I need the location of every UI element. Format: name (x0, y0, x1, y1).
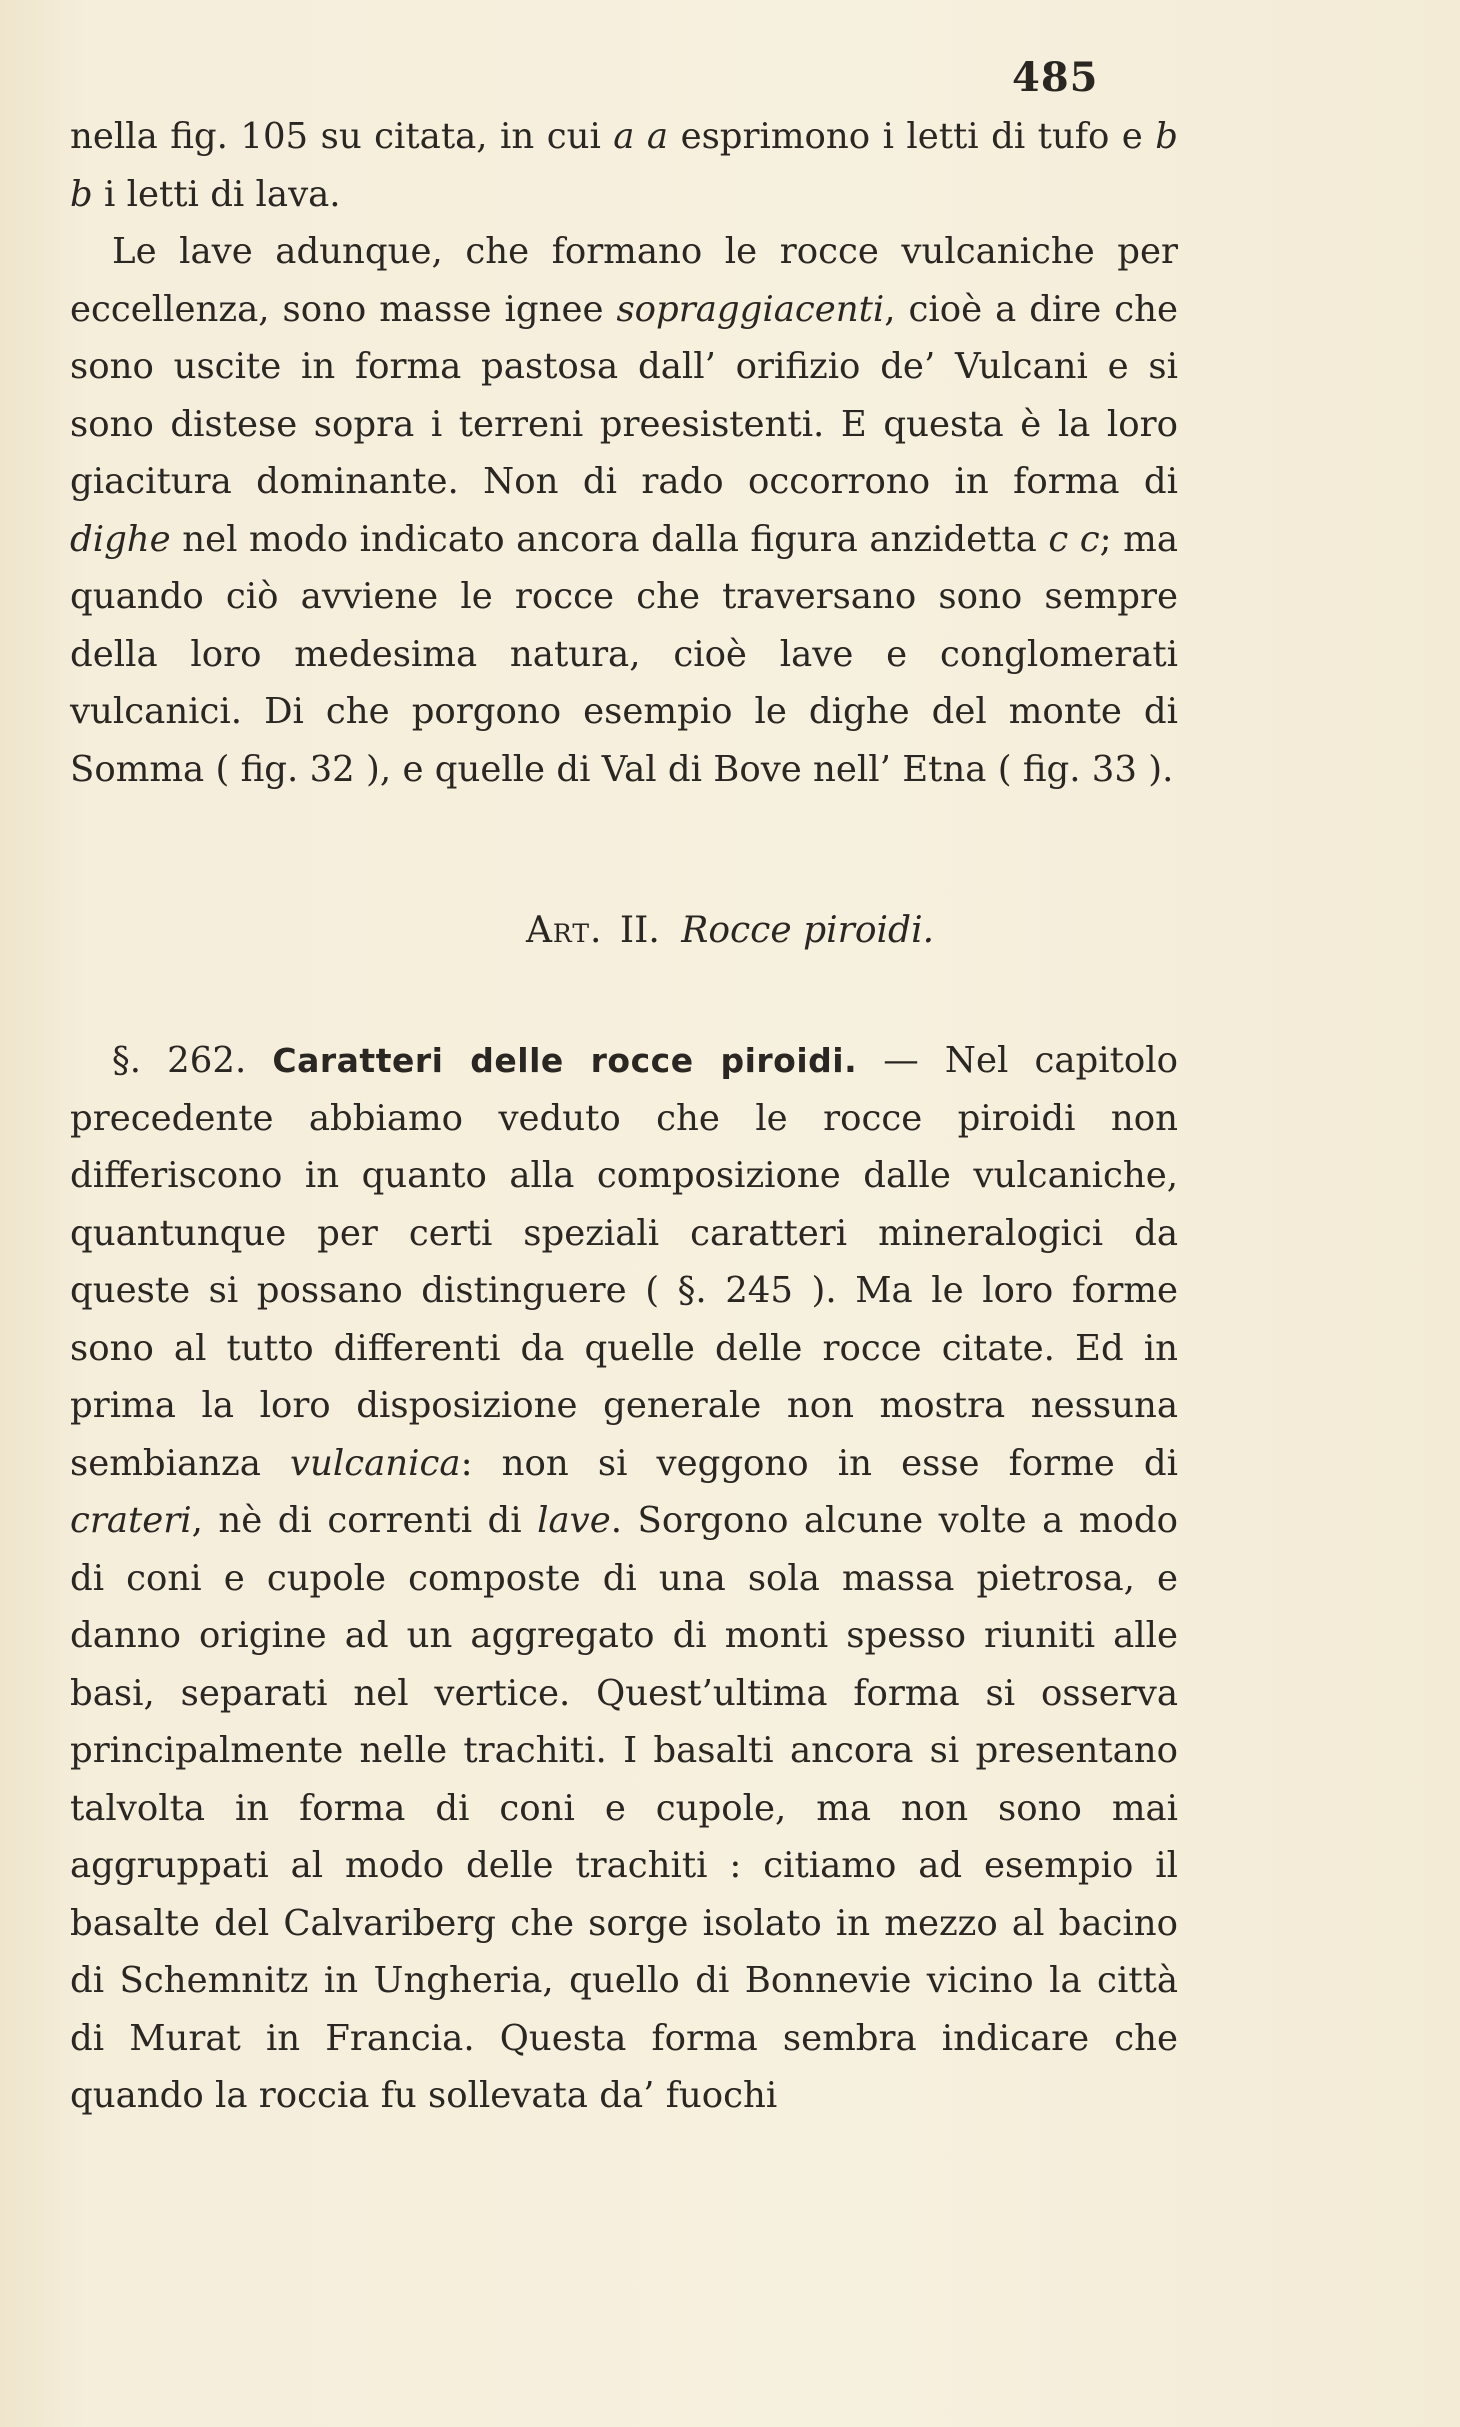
article-label: Art. (525, 910, 603, 951)
section-title: Caratteri delle rocce piroidi. (272, 1041, 858, 1080)
paragraph-lave: Le lave adunque, che formano le rocce vulcaniche per eccellenza, sono masse ignee sopraggiacenti, cioè a dire che sono uscite in forma pastosa dall’ orifizio de’ Vulcani e si sono distese sopra i terreni preesistenti. E questa è la loro giacitura dominante. Non di rado occorrono in forma di dighe nel modo indicato ancora dalla figura anzidetta c c; ma quando ciò avviene le rocce che traversano sono sempre della loro medesima natura, cioè lave e conglomerati vulcanici. Di che porgono esempio le dighe del monte di Somma ( fig. 32 ), e quelle di Val di Bove nell’ Etna ( fig. 33 ). (70, 231, 1178, 790)
italic-run: dighe (70, 518, 171, 560)
italic-run: b b (70, 116, 1179, 215)
section-body: — Nel capitolo precedente abbiamo veduto che le rocce piroidi non differiscono in quanto alla composizione dalle vulcaniche, quantunque per certi speziali caratteri mineralogici da queste si possano distinguere ( §. 245 ). Ma le loro forme sono al tutto differenti da quelle delle rocce citate. Ed in prima la loro disposizione generale non mostra nessuna sembianza vulcanica: non si veggono in esse forme di crateri, nè di correnti di lave. Sorgono alcune volte a modo di coni e cupole composte di una sola massa pietrosa, e danno origine ad un aggregato di monti spesso riuniti alle basi, separati nel vertice. Quest’ultima forma si osserva principalmente nelle trachiti. I basalti ancora si presentano talvolta in forma di coni e cupole, ma non sono mai aggruppati al modo delle trachiti : citiamo ad esempio il basalte del Calvariberg che sorge isolato in mezzo al bacino di Schemnitz in Ungheria, quello di Bonnevie vicino la città di Murat in Francia. Questa forma sembra indicare che quando la roccia fu sollevata da’ fuochi (70, 1040, 1178, 2116)
article-title: Rocce piroidi. (681, 910, 935, 951)
article-number: II. (619, 910, 660, 951)
page-number: 485 (1012, 54, 1099, 101)
italic-run: crateri (70, 1500, 192, 1541)
italic-run: a a (613, 116, 669, 157)
text-block-lower (70, 1032, 1178, 2125)
text-block-upper (70, 108, 1178, 798)
paragraph-continued: nella fig. 105 su citata, in cui a a esprimono i letti di tufo e b b i letti di lava. (70, 116, 1179, 215)
italic-run: sopraggiacenti (616, 288, 885, 330)
italic-run: vulcanica (289, 1442, 461, 1484)
article-heading (0, 906, 1460, 956)
section-number: §. 262. (112, 1040, 247, 1081)
italic-run: lave (537, 1500, 611, 1541)
italic-run: c c (1048, 518, 1100, 560)
paragraph-section-262 (70, 1032, 1178, 2125)
